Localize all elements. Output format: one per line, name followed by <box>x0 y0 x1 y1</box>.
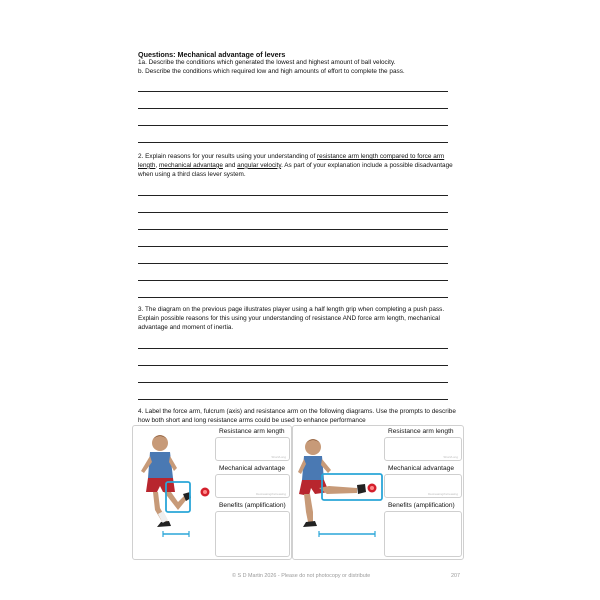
benefits-label: Benefits (amplification) <box>219 502 286 509</box>
diagram-panel-2 <box>292 425 464 560</box>
answer-line[interactable] <box>138 195 448 196</box>
answer-line[interactable] <box>138 212 448 213</box>
answer-line[interactable] <box>138 108 448 109</box>
benefits-box[interactable] <box>384 511 462 557</box>
short-long-hint: Short/Long <box>271 455 286 459</box>
question-1a: 1a. Describe the conditions which generated the lowest and highest amount of ball velocity. <box>138 59 396 66</box>
resistance-arm-length-label: Resistance arm length <box>219 428 285 435</box>
decreasing-increasing-hint: Decreasing/Increasing <box>256 492 286 496</box>
diagram-panel-1 <box>132 425 292 560</box>
answer-line[interactable] <box>138 348 448 349</box>
decreasing-increasing-hint: Decreasing/Increasing <box>428 492 458 496</box>
player-kicking-figure <box>133 426 215 559</box>
question-1b: b. Describe the conditions which required low and high amounts of effort to complete the pass. <box>138 68 405 75</box>
answer-line[interactable] <box>138 125 448 126</box>
mechanical-advantage-label: Mechanical advantage <box>219 465 285 472</box>
page-number: 207 <box>451 573 460 579</box>
short-long-hint: Short/Long <box>443 455 458 459</box>
answer-line[interactable] <box>138 280 448 281</box>
resistance-arm-length-box[interactable] <box>384 437 462 461</box>
answer-line[interactable] <box>138 297 448 298</box>
mechanical-advantage-label: Mechanical advantage <box>388 465 454 472</box>
player-kicking-figure <box>293 426 385 559</box>
answer-line[interactable] <box>138 399 448 400</box>
question-2 <box>138 153 456 179</box>
answer-line[interactable] <box>138 382 448 383</box>
copyright-footer: © S D Martin 2026 - Please do not photocopy or distribute <box>232 573 371 579</box>
question-3: 3. The diagram on the previous page illustrates player using a half length grip when completing a push pass. Explain possible reasons for this using your understanding of resistance AND force arm length, mechanical advantage and moment of inertia. <box>138 306 445 331</box>
question-2-text: and <box>222 161 238 169</box>
question-2-text: 2. Explain reasons for your results using your understanding of <box>138 153 318 160</box>
answer-line[interactable] <box>138 365 448 366</box>
mechanical-advantage-box[interactable] <box>215 474 290 498</box>
question-2-term: resistance arm length compared to force arm length <box>138 153 445 169</box>
mechanical-advantage-box[interactable] <box>384 474 462 498</box>
answer-line[interactable] <box>138 91 448 92</box>
section-title: Questions: Mechanical advantage of levers <box>138 50 286 59</box>
answer-line[interactable] <box>138 263 448 264</box>
question-2-text: , <box>155 161 159 169</box>
resistance-arm-length-box[interactable] <box>215 437 290 461</box>
resistance-arm-length-label: Resistance arm length <box>388 428 454 435</box>
question-4: 4. Label the force arm, fulcrum (axis) and resistance arm on the following diagrams. Use the prompts to describe how both short and long resistance arms could be used to enhance performance <box>138 408 456 424</box>
answer-line[interactable] <box>138 229 448 230</box>
benefits-box[interactable] <box>215 511 290 557</box>
answer-line[interactable] <box>138 142 448 143</box>
question-2-term: angular velocity <box>237 161 282 169</box>
answer-line[interactable] <box>138 246 448 247</box>
question-2-text: . As part of your explanation include a possible disadvantage when using a third class lever system. <box>138 161 453 178</box>
benefits-label: Benefits (amplification) <box>388 502 455 509</box>
question-2-term: mechanical advantage <box>158 161 223 169</box>
